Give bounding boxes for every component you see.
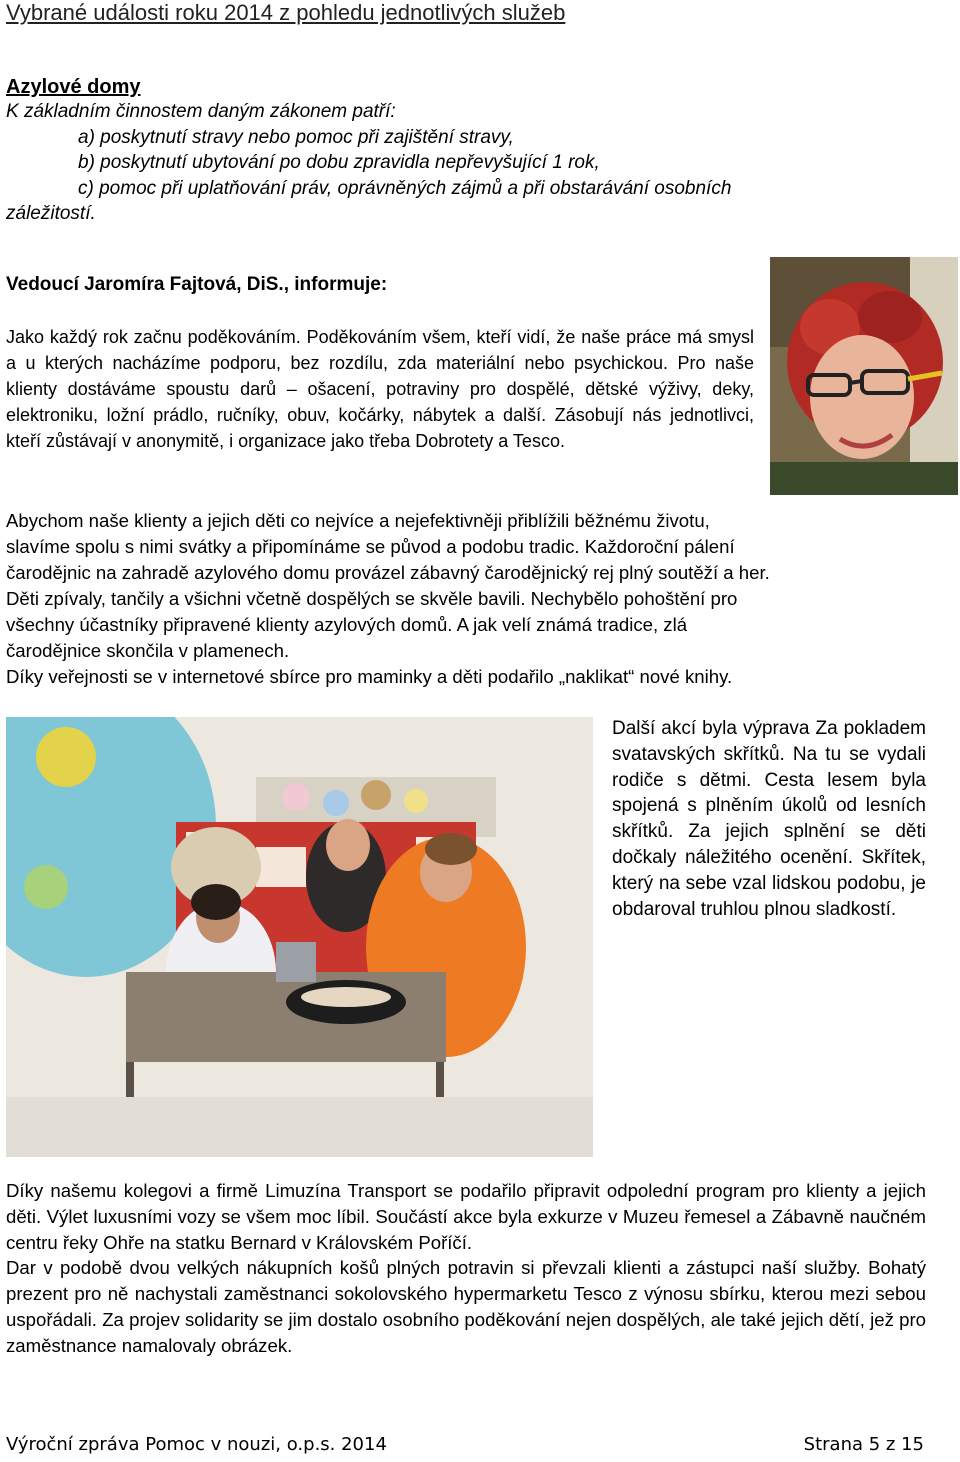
lead-line <box>6 274 387 296</box>
portrait-photo <box>770 257 958 495</box>
section-heading: Azylové domy <box>6 76 141 98</box>
footer-report-title: Výroční zpráva Pomoc v nouzi, o.p.s. 2014 <box>6 1434 387 1455</box>
intro-item-c: c) pomoc při uplatňování práv, oprávněných zájmů a při obstarávání osobních <box>78 177 732 199</box>
intro-block <box>6 99 906 227</box>
paragraph-limousine: Díky našemu kolegovi a firmě Limuzína Transport se podařilo připravit odpolední program pro klienty a jejich děti. Výlet luxusními vozy se všem moc líbil. Součástí akce byla exkurze v Muzeu řemesel a Zábavně naučném centru řeky Ohře na statku Bernard v Královském Poříčí. <box>6 1180 926 1253</box>
page-title: Vybrané události roku 2014 z pohledu jednotlivých služeb <box>6 0 566 25</box>
text-line: Děti zpívaly, tančily a všichni včetně dospělých se skvěle bavili. Nechybělo pohoštění pro <box>6 588 738 609</box>
intro-item-a: a) poskytnutí stravy nebo pomoc při zajištění stravy, <box>78 126 514 148</box>
text-line: čarodějnic na zahradě azylového domu provázel zábavný čarodějnický rej plný soutěží a her. <box>6 562 770 583</box>
text-line: čarodějnice skončila v plamenech. <box>6 640 290 661</box>
paragraph-thanks: Jako každý rok začnu poděkováním. Poděkováním všem, kteří vidí, že naše práce má smysl a u kterých nacházíme podporu, bez rozdílu, zda materiální nebo psychickou. Pro naše klienty dostáváme spoustu darů – ošacení, potraviny pro dospělé, dětské výživy, deky, elektroniku, ložní prádlo, ručníky, obuv, kočárky, nábytek a další. Zásobují nás jednotlivci, kteří zůstávají v anonymitě, i organizace jako třeba Dobrotety a Tesco. <box>6 327 754 451</box>
paragraph-tesco: Dar v podobě dvou velkých nákupních košů plných potravin si převzali klienti a zástupci naší služby. Bohatý prezent pro ně nachystali zaměstnanci sokolovského hypermarketu Tesco z výnosu sbírku, kterou mezi sebou uspořádali. Za projev solidarity se jim dostalo osobního poděkování nejen dospělých, ale také jejich dětí, jež pro zaměstnance namalovaly obrázek. <box>6 1257 926 1356</box>
activity-photo <box>6 717 593 1157</box>
paragraph-traditions <box>6 508 956 690</box>
text-line: Díky veřejnosti se v internetové sbírce pro maminky a děti podařilo „naklikat“ nové knihy. <box>6 666 733 687</box>
paragraph-trip: Další akcí byla výprava Za pokladem svatavských skřítků. Na tu se vydali rodiče s dětmi. Cesta lesem byla spojená s plněním úkolů od lesních skřítků. Za jejich splnění se děti dočkaly náležitého ocenění. Skřítek, který na sebe vzal lidskou podobu, je obdaroval truhlou plnou sladkostí. <box>612 718 926 920</box>
footer-page-number: Strana 5 z 15 <box>803 1434 924 1455</box>
text-line: Abychom naše klienty a jejich děti co nejvíce a nejefektivněji přiblížili běžnému životu, <box>6 510 710 531</box>
intro-item-b: b) poskytnutí ubytování po dobu zpravidla nepřevyšující 1 rok, <box>78 152 600 174</box>
intro-item-tail: záležitostí. <box>6 203 96 225</box>
text-line: slavíme spolu s nimi svátky a připomínáme se původ a podobu tradic. Každoroční pálení <box>6 536 735 557</box>
paragraph-sponsors <box>6 1178 926 1359</box>
lead-name: Vedoucí Jaromíra Fajtová, DiS. <box>6 274 284 295</box>
text-line: všechny účastníky připravené klienty azylových domů. A jak velí známá tradice, zlá <box>6 614 688 635</box>
lead-rest: , informuje: <box>283 274 388 295</box>
intro-line: K základním činnostem daným zákonem patří: <box>6 101 396 122</box>
